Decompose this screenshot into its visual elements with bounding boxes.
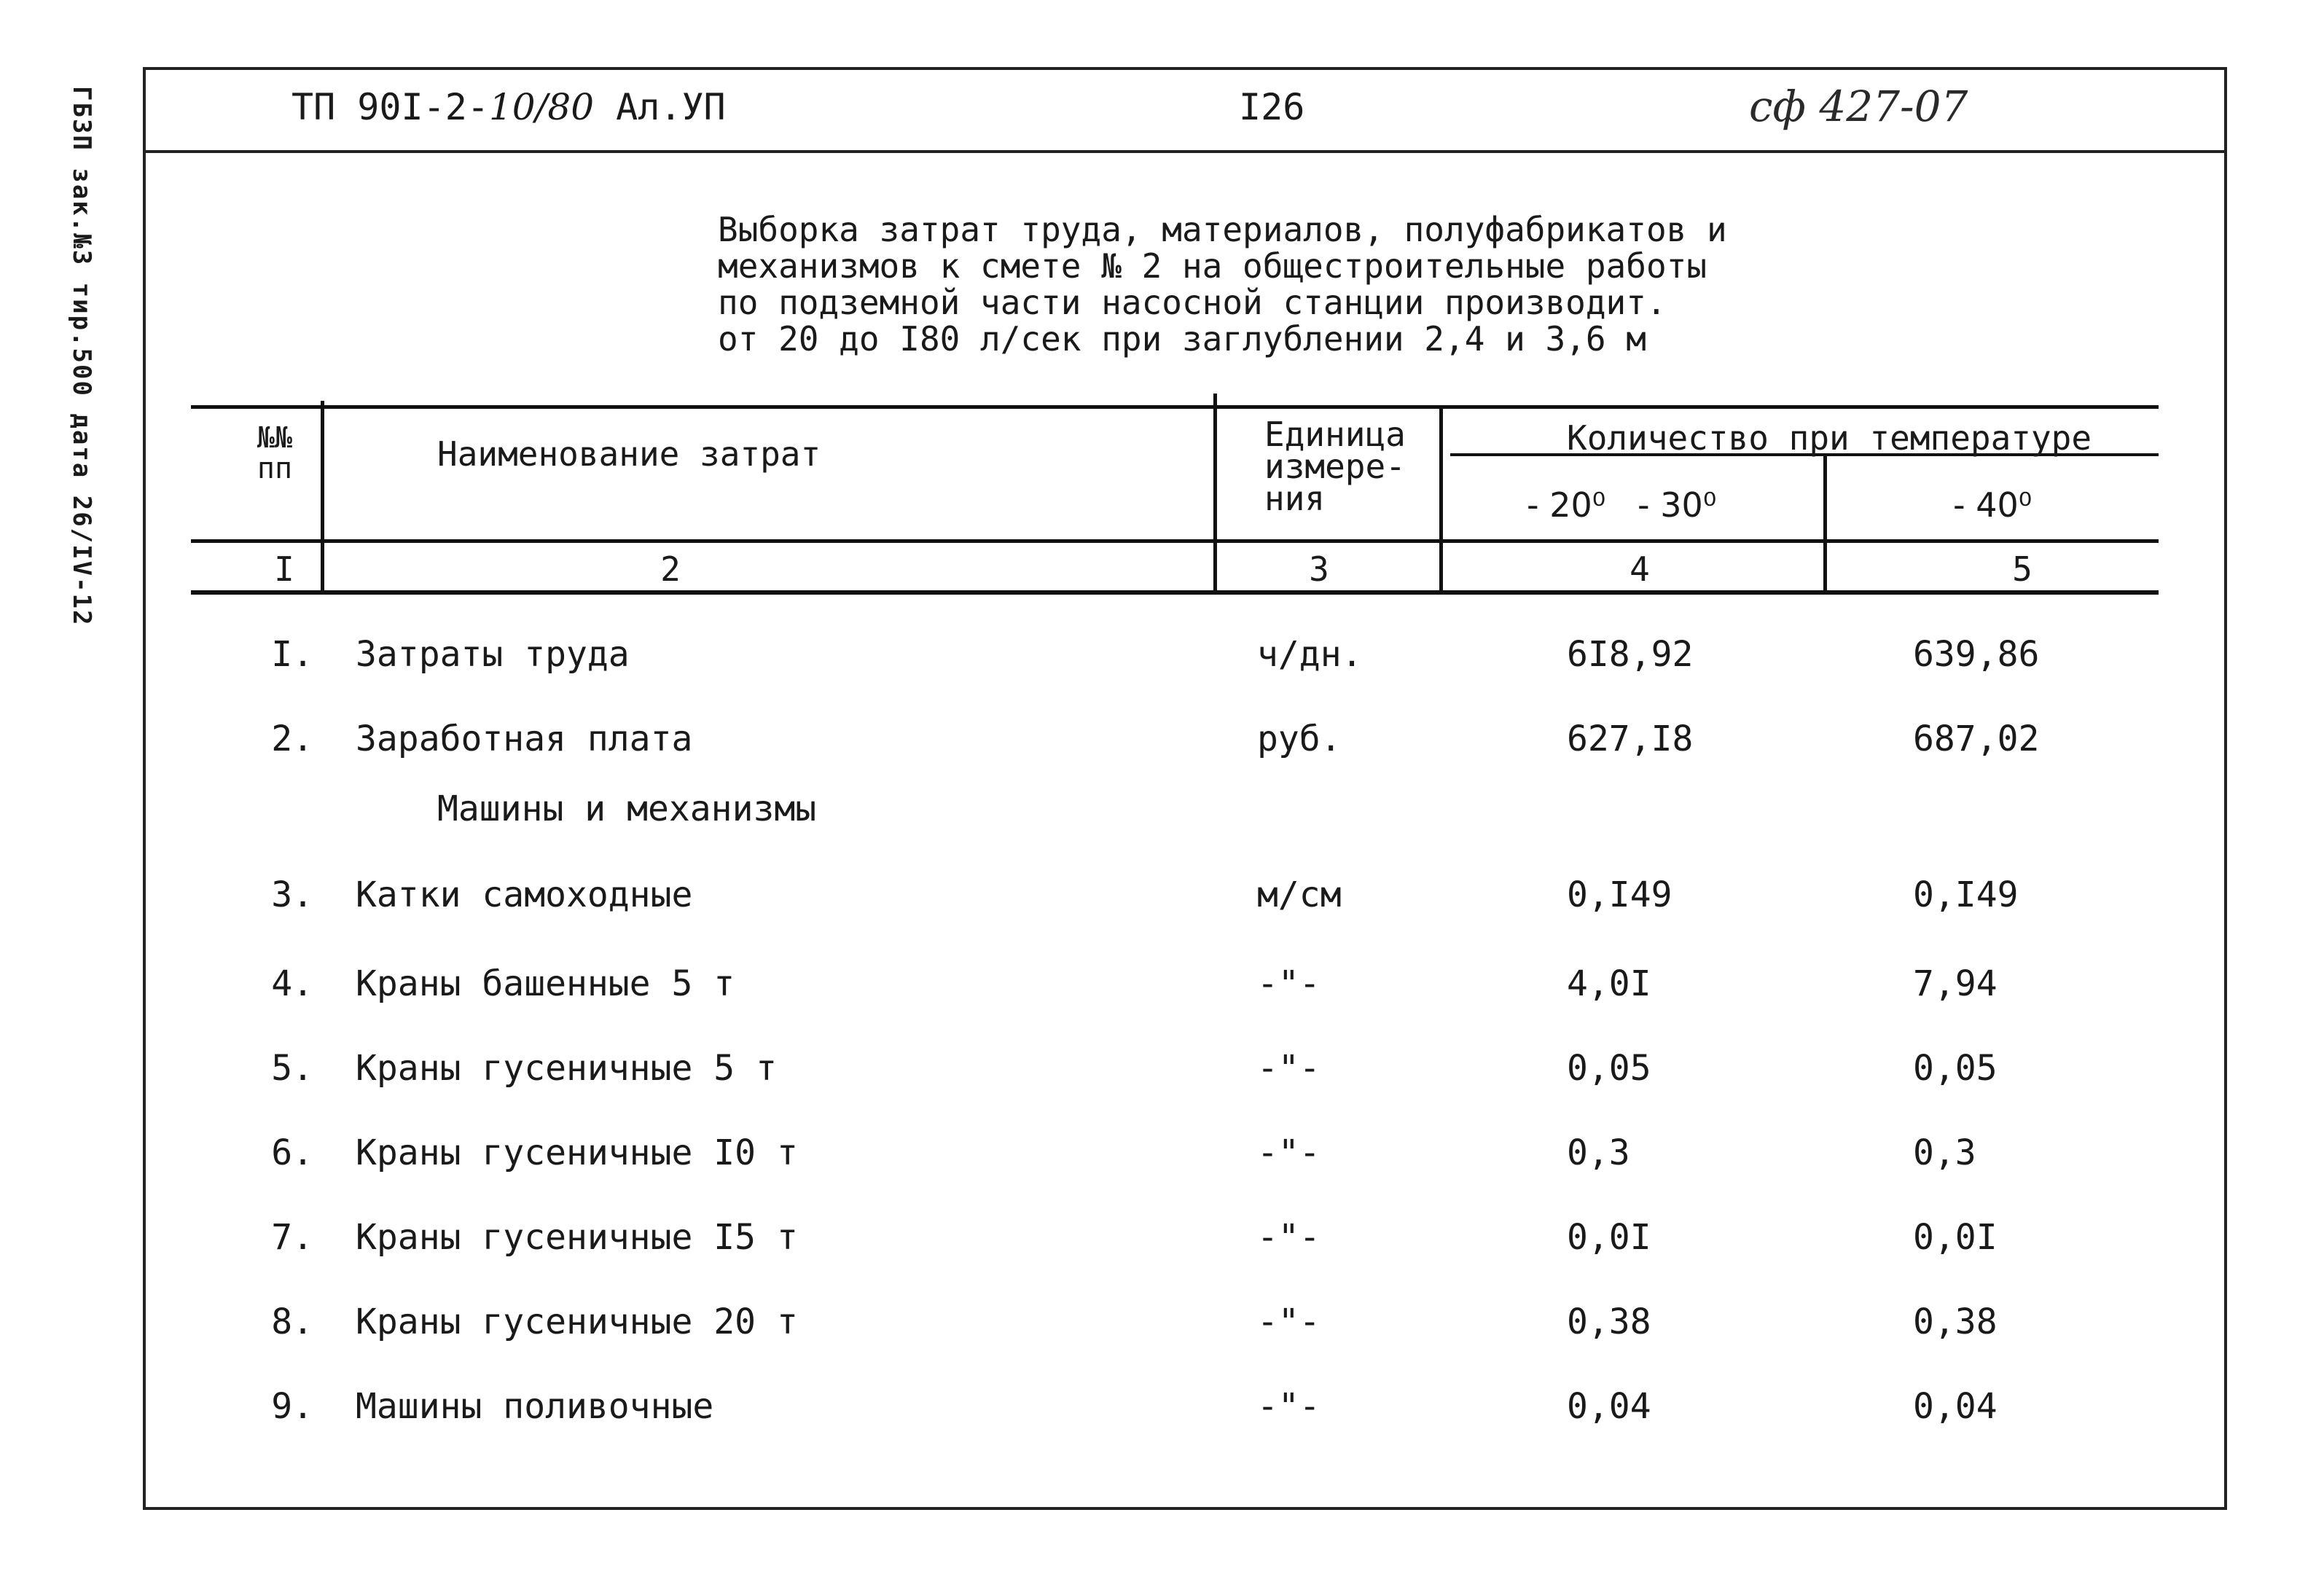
row-quantity-40: 0,3 (1913, 1132, 1976, 1173)
column-number-4: 4 (1629, 549, 1650, 589)
header-bottom-rule (191, 539, 2159, 543)
row-number: 9. (271, 1386, 313, 1427)
row-unit: -"- (1257, 963, 1321, 1004)
handwritten-note: сф 427-07 (1749, 82, 1968, 131)
title-line: по подземной части насосной станции производит. (718, 283, 1667, 322)
row-number: 6. (271, 1132, 313, 1173)
row-quantity-40: 0,38 (1913, 1302, 1998, 1342)
header-temp-40: - 40⁰ (1953, 485, 2032, 525)
row-unit: руб. (1257, 719, 1342, 759)
row-quantity-20-30: 0,3 (1567, 1132, 1630, 1173)
col-divider-2 (1213, 394, 1217, 592)
row-number: 4. (271, 963, 313, 1004)
row-quantity-20-30: 4,0I (1567, 963, 1651, 1004)
side-stamp: ГБЗП зак.№3 тир.500 дата 26/IV-12 (67, 86, 96, 627)
column-number-2: 2 (660, 549, 681, 589)
document-code-prefix: ТП 90I-2- (292, 86, 489, 128)
row-name: Краны гусеничные 20 т (356, 1302, 798, 1342)
col-divider-4 (1823, 456, 1827, 592)
row-unit: -"- (1257, 1302, 1321, 1342)
row-name: Затраты труда (356, 634, 630, 675)
row-number: 7. (271, 1217, 313, 1258)
header-name: Наименование затрат (437, 434, 821, 474)
row-quantity-20-30: 627,I8 (1567, 719, 1694, 759)
row-quantity-20-30: 0,04 (1567, 1386, 1651, 1427)
row-name: Краны гусеничные I5 т (356, 1217, 798, 1258)
row-name: Машины поливочные (356, 1386, 714, 1427)
document-code-handwritten: 10/80 (488, 86, 595, 128)
header-number: №№ пп (257, 421, 293, 485)
row-quantity-40: 0,05 (1913, 1048, 1998, 1089)
row-number: I. (271, 634, 313, 675)
row-name: Краны башенные 5 т (356, 963, 735, 1004)
column-number-3: 3 (1309, 549, 1329, 589)
row-unit: -"- (1257, 1132, 1321, 1173)
row-unit: -"- (1257, 1386, 1321, 1427)
row-quantity-20-30: 0,38 (1567, 1302, 1651, 1342)
row-name: Заработная плата (356, 719, 693, 759)
title-line: Выборка затрат труда, материалов, полуфабрикатов и (718, 210, 1727, 249)
table-top-border (191, 405, 2159, 409)
row-quantity-40: 0,04 (1913, 1386, 1998, 1427)
col-divider-1 (321, 401, 324, 592)
row-number: 8. (271, 1302, 313, 1342)
row-quantity-20-30: 0,05 (1567, 1048, 1651, 1089)
row-unit: м/см (1257, 874, 1342, 915)
header-divider (143, 150, 2227, 153)
document-code (292, 86, 726, 128)
section-machines-heading: Машины и механизмы (437, 788, 817, 829)
column-number-5: 5 (2012, 549, 2032, 589)
row-quantity-20-30: 6I8,92 (1567, 634, 1694, 675)
row-unit: ч/дн. (1257, 634, 1363, 675)
row-number: 5. (271, 1048, 313, 1089)
row-quantity-40: 639,86 (1913, 634, 2040, 675)
column-number-1: I (274, 549, 294, 589)
row-quantity-40: 7,94 (1913, 963, 1998, 1004)
document-title (718, 211, 1727, 357)
row-unit: -"- (1257, 1048, 1321, 1089)
title-line: механизмов к смете № 2 на общестроительные работы (718, 246, 1707, 286)
header-temp-20-30: - 20⁰ - 30⁰ (1527, 485, 1717, 525)
row-quantity-40: 687,02 (1913, 719, 2040, 759)
page-number: I26 (1239, 86, 1305, 128)
row-number: 2. (271, 719, 313, 759)
col-divider-3 (1439, 405, 1443, 592)
header-quantity: Количество при температуре (1567, 418, 2092, 458)
row-number: 3. (271, 874, 313, 915)
row-quantity-40: 0,0I (1913, 1217, 1998, 1258)
row-quantity-20-30: 0,I49 (1567, 874, 1672, 915)
row-name: Катки самоходные (356, 874, 693, 915)
row-unit: -"- (1257, 1217, 1321, 1258)
title-line: от 20 до I80 л/сек при заглублении 2,4 и 3,6 м (718, 319, 1646, 359)
document-code-suffix: Ал.УП (594, 86, 726, 128)
row-quantity-40: 0,I49 (1913, 874, 2019, 915)
row-name: Краны гусеничные I0 т (356, 1132, 798, 1173)
row-name: Краны гусеничные 5 т (356, 1048, 777, 1089)
row-quantity-20-30: 0,0I (1567, 1217, 1651, 1258)
column-numbers-bottom-rule (191, 590, 2159, 595)
header-unit: Единица измере- ния (1264, 415, 1406, 518)
